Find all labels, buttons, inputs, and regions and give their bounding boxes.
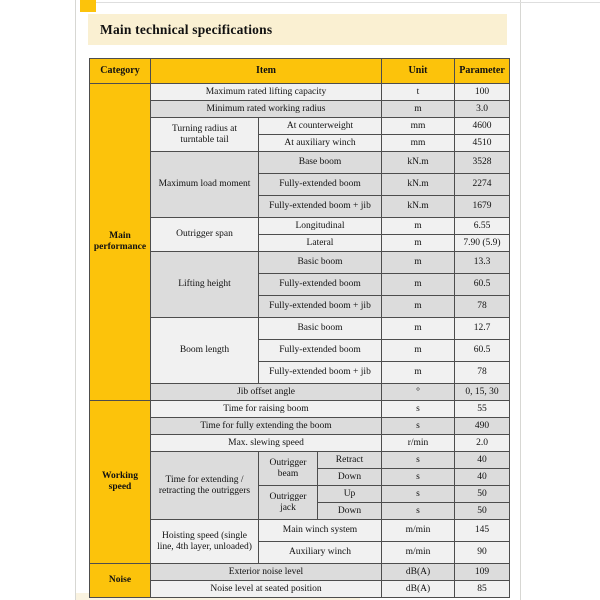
unit-cell: mm <box>382 118 455 135</box>
section-title-band <box>88 14 507 45</box>
param-cell: 3.0 <box>455 101 510 118</box>
item-cell: Longitudinal <box>259 218 382 235</box>
table-row <box>90 218 510 235</box>
param-cell: 78 <box>455 362 510 384</box>
param-cell: 50 <box>455 486 510 503</box>
table-row <box>90 84 510 101</box>
header-item: Item <box>151 59 382 84</box>
unit-cell: kN.m <box>382 174 455 196</box>
unit-cell: dB(A) <box>382 581 455 598</box>
param-cell: 7.90 (5.9) <box>455 235 510 252</box>
item-cell: Fully-extended boom + jib <box>259 362 382 384</box>
unit-cell: kN.m <box>382 196 455 218</box>
item-cell: At counterweight <box>259 118 382 135</box>
table-row <box>90 520 510 542</box>
specifications-table <box>89 58 510 598</box>
param-cell: 60.5 <box>455 340 510 362</box>
table-header-row <box>90 59 510 84</box>
unit-cell: s <box>382 401 455 418</box>
table-row <box>90 118 510 135</box>
item-cell: Minimum rated working radius <box>151 101 382 118</box>
item-cell: Retract <box>318 452 382 469</box>
unit-cell: m <box>382 318 455 340</box>
corner-accent-tab <box>80 0 96 12</box>
unit-cell: m/min <box>382 520 455 542</box>
unit-cell: m <box>382 218 455 235</box>
table-row <box>90 101 510 118</box>
item-cell: Down <box>318 469 382 486</box>
table-row <box>90 401 510 418</box>
item-sub-cell: Outrigger jack <box>259 486 318 520</box>
item-sub-cell: Outrigger beam <box>259 452 318 486</box>
unit-cell: m <box>382 101 455 118</box>
item-cell: Down <box>318 503 382 520</box>
header-category: Category <box>90 59 151 84</box>
unit-cell: s <box>382 452 455 469</box>
item-group-cell: Time for extending / retracting the outriggers <box>151 452 259 520</box>
item-group-cell: Outrigger span <box>151 218 259 252</box>
param-cell: 12.7 <box>455 318 510 340</box>
page-edge-left <box>75 0 76 600</box>
unit-cell: kN.m <box>382 152 455 174</box>
unit-cell: ° <box>382 384 455 401</box>
unit-cell: mm <box>382 135 455 152</box>
page-edge-right <box>520 0 521 600</box>
item-group-cell: Lifting height <box>151 252 259 318</box>
param-cell: 109 <box>455 564 510 581</box>
item-cell: Basic boom <box>259 318 382 340</box>
param-cell: 0, 15, 30 <box>455 384 510 401</box>
param-cell: 490 <box>455 418 510 435</box>
category-cell-main-performance: Main performance <box>90 84 151 401</box>
param-cell: 40 <box>455 469 510 486</box>
item-group-cell: Turning radius at turntable tail <box>151 118 259 152</box>
item-cell: Fully-extended boom <box>259 340 382 362</box>
param-cell: 100 <box>455 84 510 101</box>
item-cell: Fully-extended boom + jib <box>259 196 382 218</box>
item-cell: Auxiliary winch <box>259 542 382 564</box>
table-row <box>90 452 510 469</box>
item-cell: Maximum rated lifting capacity <box>151 84 382 101</box>
param-cell: 2274 <box>455 174 510 196</box>
param-cell: 50 <box>455 503 510 520</box>
param-cell: 1679 <box>455 196 510 218</box>
table-row <box>90 252 510 274</box>
unit-cell: m <box>382 362 455 384</box>
table-row <box>90 418 510 435</box>
item-cell: Exterior noise level <box>151 564 382 581</box>
unit-cell: t <box>382 84 455 101</box>
param-cell: 60.5 <box>455 274 510 296</box>
item-group-cell: Hoisting speed (single line, 4th layer, unloaded) <box>151 520 259 564</box>
item-cell: At auxiliary winch <box>259 135 382 152</box>
param-cell: 2.0 <box>455 435 510 452</box>
table-row <box>90 564 510 581</box>
item-cell: Max. slewing speed <box>151 435 382 452</box>
item-cell: Base boom <box>259 152 382 174</box>
table-row <box>90 435 510 452</box>
unit-cell: m <box>382 252 455 274</box>
header-unit: Unit <box>382 59 455 84</box>
unit-cell: m <box>382 340 455 362</box>
param-cell: 4600 <box>455 118 510 135</box>
table-row <box>90 581 510 598</box>
table-row <box>90 152 510 174</box>
param-cell: 13.3 <box>455 252 510 274</box>
page-edge-top <box>96 2 600 3</box>
unit-cell: s <box>382 469 455 486</box>
param-cell: 55 <box>455 401 510 418</box>
item-cell: Lateral <box>259 235 382 252</box>
page-title: Main technical specifications <box>100 21 273 37</box>
param-cell: 40 <box>455 452 510 469</box>
unit-cell: m <box>382 274 455 296</box>
table-row <box>90 318 510 340</box>
param-cell: 145 <box>455 520 510 542</box>
param-cell: 78 <box>455 296 510 318</box>
category-cell-noise: Noise <box>90 564 151 598</box>
unit-cell: m/min <box>382 542 455 564</box>
category-cell-working-speed: Working speed <box>90 401 151 564</box>
item-cell: Main winch system <box>259 520 382 542</box>
param-cell: 4510 <box>455 135 510 152</box>
param-cell: 3528 <box>455 152 510 174</box>
item-group-cell: Boom length <box>151 318 259 384</box>
unit-cell: r/min <box>382 435 455 452</box>
item-cell: Jib offset angle <box>151 384 382 401</box>
unit-cell: m <box>382 235 455 252</box>
unit-cell: m <box>382 296 455 318</box>
param-cell: 85 <box>455 581 510 598</box>
item-cell: Fully-extended boom <box>259 174 382 196</box>
item-cell: Time for fully extending the boom <box>151 418 382 435</box>
item-group-cell: Maximum load moment <box>151 152 259 218</box>
item-cell: Basic boom <box>259 252 382 274</box>
header-parameter: Parameter <box>455 59 510 84</box>
param-cell: 90 <box>455 542 510 564</box>
item-cell: Noise level at seated position <box>151 581 382 598</box>
item-cell: Fully-extended boom + jib <box>259 296 382 318</box>
item-cell: Fully-extended boom <box>259 274 382 296</box>
item-cell: Time for raising boom <box>151 401 382 418</box>
unit-cell: s <box>382 503 455 520</box>
table-row <box>90 384 510 401</box>
param-cell: 6.55 <box>455 218 510 235</box>
unit-cell: dB(A) <box>382 564 455 581</box>
item-cell: Up <box>318 486 382 503</box>
unit-cell: s <box>382 418 455 435</box>
unit-cell: s <box>382 486 455 503</box>
